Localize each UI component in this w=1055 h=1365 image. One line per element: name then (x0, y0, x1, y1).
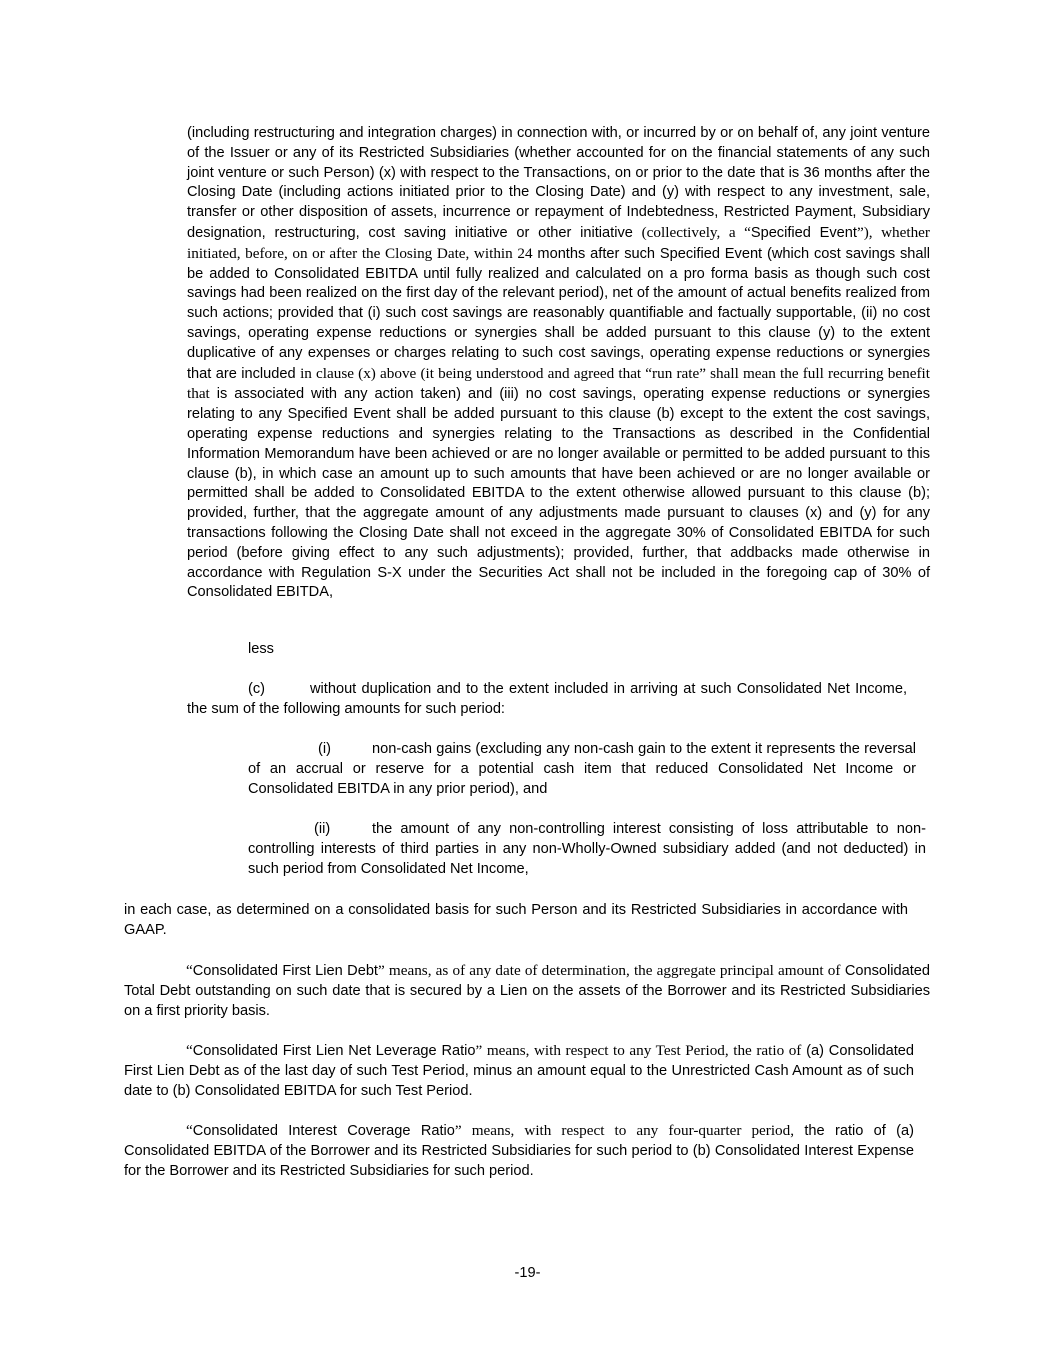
definition-interest-coverage-ratio (124, 1121, 914, 1181)
page-number-text: -19- (514, 1265, 541, 1281)
continued-text-part4: ”), whether initiated, before, on or after the Closing Date, within 24 (187, 223, 930, 262)
definition-open-quote: “ (186, 1122, 193, 1139)
definition-term: Consolidated First Lien Debt (192, 963, 378, 979)
definition-lead: ” means, as of any date of determination, the aggregate principal amount of (378, 962, 841, 979)
each-case-paragraph (124, 901, 908, 941)
page-number (0, 1264, 1055, 1284)
continued-text-part1: (including restructuring and integration charges) in connection with, or incurred by or on behalf of, any joint venture of the Issuer or any of its Restricted Subsidiaries (whether accounted for on the financial statements of any such joint venture or such Person) (x) with respect to the Transactions, on or prior to the date that is 36 months after the Closing Date (including actions initiated prior to the Closing Date) and (y) with respect to any investment, sale, transfer or other disposition of assets, incurrence or repayment of Indebtedness, Restricted Payment, Subsidiary designation, restructuring, cost saving initiative or other initiative (187, 125, 930, 241)
continued-text-part2: (collectively, a “ (641, 223, 751, 241)
continued-paragraph (187, 124, 930, 603)
continued-text-part7: is associated with any action taken) and (iii) no cost savings, operating expense reductions or synergies relating to any Specified Event shall be added pursuant to this clause (b) except to the extent the cost savings, operating expense reductions and synergies relating to the Transactions as described in the Confidential Information Memorandum have been achieved or are no longer available or permitted to be added pursuant to this clause (b), in which case an amount up to such amounts that have been achieved or are no longer available or permitted shall be added to Consolidated EBITDA to the extent otherwise allowed pursuant to this clause (b); provided, further, that the aggregate amount of any adjustments made pursuant to clauses (x) and (y) for any transactions following the Closing Date shall not exceed in the aggregate 30% of Consolidated EBITDA for such period (before giving effect to any such adjustments); provided, further, that addbacks made otherwise in accordance with Regulation S-X under the Securities Act shall not be included in the foregoing cap of 30% of Consolidated EBITDA, (187, 386, 930, 601)
specified-event-term: Specified Event (750, 224, 857, 241)
clause-ii-text: the amount of any non-controlling interest consisting of loss attributable to non-controlling interests of third parties in any non-Wholly-Owned subsidiary added (and not deducted) in such period from Consolidated Net Income, (248, 821, 926, 877)
continued-text-part5: months after such Specified Event (which cost savings shall be added to Consolidated EBITDA until fully realized and calculated on a pro forma basis as though such cost savings had been realized on the first day of the relevant period), net of the amount of actual benefits realized from such actions; provided that (i) such cost savings are reasonably quantifiable and factually supportable, (ii) no cost savings, operating expense reductions or synergies shall be added pursuant to this clause (y) to the extent duplicative of any expenses or charges relating to such cost savings, operating expense reductions or synergies that are included (187, 245, 931, 382)
continued-text-part6: in clause (x) above (it being understood and agreed that “run rate” shall mean the full recurring benefit that (187, 364, 930, 403)
definition-first-lien-net-leverage-ratio (124, 1041, 914, 1101)
definition-term: Consolidated Interest Coverage Ratio (192, 1123, 455, 1139)
less-text: less (248, 641, 274, 657)
definition-lead: ” means, with respect to any Test Period, the ratio of (475, 1042, 802, 1059)
clause-ii-marker: (ii) (314, 821, 331, 837)
each-case-text: in each case, as determined on a consolidated basis for such Person and its Restricted Subsidiaries in accordance with GAAP. (124, 902, 908, 938)
definition-lead: ” means, with respect to any four-quarter period, (454, 1122, 795, 1139)
definition-body: (a) Consolidated First Lien Debt as of the last day of such Test Period, minus an amount equal to the Unrestricted Cash Amount as of such date to (b) Consolidated EBITDA for such Test Period. (124, 1043, 914, 1099)
clause-c-text: without duplication and to the extent included in arriving at such Consolidated Net Income, the sum of the following amounts for such period: (187, 681, 907, 717)
definition-open-quote: “ (186, 962, 193, 979)
definition-body: the ratio of (a) Consolidated EBITDA of the Borrower and its Restricted Subsidiaries for such period to (b) Consolidated Interest Expense for the Borrower and its Restricted Subsidiaries for such period. (124, 1123, 914, 1179)
clause-c (187, 680, 907, 720)
clause-i-marker: (i) (318, 741, 331, 757)
definition-first-lien-debt (124, 961, 930, 1021)
less-paragraph (248, 640, 448, 660)
clause-ii (248, 820, 926, 879)
clause-c-marker: (c) (248, 681, 266, 697)
clause-i-text: non-cash gains (excluding any non-cash gain to the extent it represents the reversal of an accrual or reserve for a potential cash item that reduced Consolidated Net Income or Consolidated EBITDA in any prior period), and (248, 741, 916, 797)
definition-body: Consolidated Total Debt outstanding on such date that is secured by a Lien on the assets of the Borrower and its Restricted Subsidiaries on a first priority basis. (124, 963, 931, 1019)
definition-term: Consolidated First Lien Net Leverage Ratio (192, 1043, 476, 1059)
definition-open-quote: “ (186, 1042, 193, 1059)
clause-i (248, 740, 916, 799)
